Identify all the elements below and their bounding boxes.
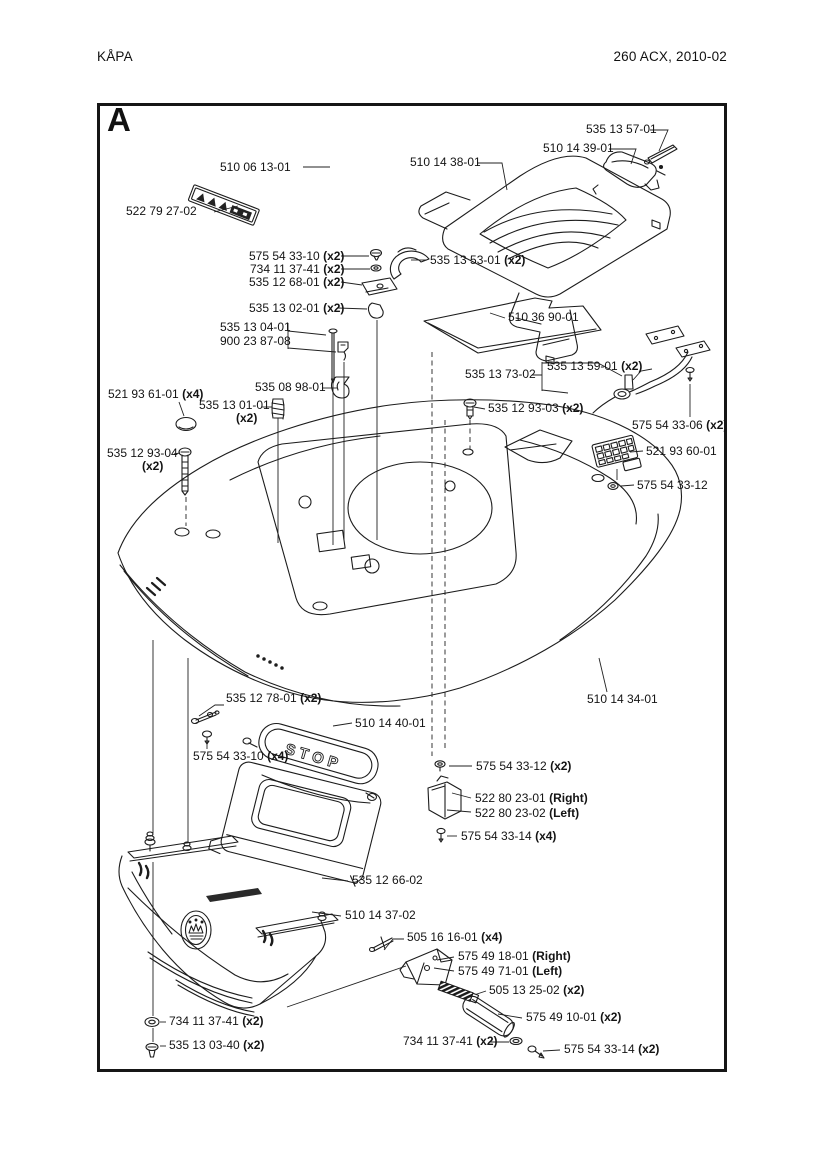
part-number: 575 54 33-12 — [637, 478, 708, 492]
part-screw-3306 — [686, 368, 694, 382]
part-number: 535 13 01-01 — [199, 398, 270, 412]
part-number: 734 11 37-41 — [403, 1034, 473, 1048]
part-quantity: (x2) — [300, 691, 322, 705]
part-washer-br — [510, 1038, 522, 1045]
part-number: 535 13 73-02 — [465, 367, 536, 381]
part-number: 575 54 33-06 — [632, 418, 703, 432]
part-cross-pin — [370, 937, 394, 952]
part-quantity: (Right) — [532, 949, 571, 963]
part-screw-3314-x2 — [528, 1046, 544, 1058]
part-top-cover — [419, 156, 670, 364]
part-hatch-cover — [208, 758, 383, 889]
leader-lines — [153, 130, 690, 1051]
part-hinge-pin-clip — [329, 329, 348, 383]
part-quantity: (x4) — [481, 930, 503, 944]
part-stop-pin — [192, 711, 220, 724]
part-screw-3312 — [608, 483, 618, 490]
part-quantity: (x2) — [562, 401, 584, 415]
part-number: 900 23 87-08 — [220, 334, 291, 348]
part-curved-clamp — [390, 248, 429, 279]
part-oval-plug — [176, 418, 196, 431]
part-number: 575 49 71-01 — [458, 964, 529, 978]
part-number: 575 54 33-12 — [476, 759, 547, 773]
part-foam-pad — [424, 298, 601, 353]
part-number: 521 93 61-01 — [108, 387, 179, 401]
part-number: 522 80 23-02 — [475, 806, 546, 820]
part-quantity: (x2) — [706, 418, 728, 432]
part-quantity: (Left) — [549, 806, 580, 820]
part-spring — [272, 399, 284, 419]
part-quantity: (x2) — [243, 1038, 265, 1052]
part-quantity: (x2) — [323, 301, 345, 315]
part-number: 510 36 90-01 — [508, 310, 579, 324]
part-number: 535 13 57-01 — [586, 122, 657, 136]
part-screw-3314-x4 — [437, 828, 445, 842]
part-screw-9303 — [464, 399, 476, 419]
part-number: 575 49 18-01 — [458, 949, 529, 963]
part-screw-9304 — [175, 448, 191, 536]
part-quantity: (x2) — [621, 359, 643, 373]
part-number: 535 12 78-01 — [226, 691, 297, 705]
part-quantity: (x2) — [476, 1034, 498, 1048]
part-quantity: (x2) — [563, 983, 585, 997]
part-number: 510 14 38-01 — [410, 155, 481, 169]
page-header-title: KÅPA — [97, 49, 133, 64]
part-number: 521 93 60-01 — [646, 444, 717, 458]
part-quantity: (x2) — [600, 1010, 622, 1024]
part-number: 510 14 34-01 — [587, 692, 658, 706]
part-latch-rod — [645, 145, 678, 175]
part-number: 505 13 25-02 — [489, 983, 560, 997]
part-front-body — [119, 832, 338, 1016]
part-quantity: (x4) — [535, 829, 557, 843]
part-hatch-handle — [593, 152, 659, 194]
part-number: 535 08 98-01 — [255, 380, 326, 394]
part-main-body — [118, 400, 682, 706]
part-corner-bracket — [428, 776, 461, 819]
part-number: 535 12 93-04 — [107, 446, 178, 460]
part-number: 535 13 04-01 — [220, 320, 291, 334]
part-number: 734 11 37-41 — [250, 262, 320, 276]
part-number: 510 14 39-01 — [543, 141, 614, 155]
part-quantity: (x2) — [236, 411, 258, 425]
part-number: 535 13 59-01 — [547, 359, 618, 373]
part-number: 522 80 23-01 — [475, 791, 546, 805]
part-number: 575 54 33-10 — [249, 249, 320, 263]
part-number: 510 06 13-01 — [220, 160, 291, 174]
part-number: 510 14 37-02 — [345, 908, 416, 922]
part-screw-0340 — [146, 1044, 158, 1058]
part-screw-3310 — [203, 731, 212, 744]
part-number: 575 49 10-01 — [526, 1010, 597, 1024]
part-quantity: (x2) — [242, 1014, 264, 1028]
part-number: 575 54 33-14 — [564, 1042, 635, 1056]
part-number: 535 12 68-01 — [249, 275, 320, 289]
part-quantity: (x2) — [323, 249, 345, 263]
part-number: 505 16 16-01 — [407, 930, 478, 944]
part-quantity: (x2) — [638, 1042, 660, 1056]
part-quantity: (x4) — [267, 749, 289, 763]
part-number: 575 54 33-14 — [461, 829, 532, 843]
part-warning-decal — [188, 185, 259, 226]
part-number: 535 13 02-01 — [249, 301, 320, 315]
part-quantity: (Right) — [549, 791, 588, 805]
part-screw-3312-x2 — [435, 761, 445, 771]
svg-text:STOP: STOP — [283, 740, 345, 774]
part-number: 535 12 66-02 — [352, 873, 423, 887]
part-quantity: (x2) — [323, 275, 345, 289]
part-number: 575 54 33-10 — [193, 749, 264, 763]
page-header-model: 260 ACX, 2010-02 — [613, 49, 727, 64]
section-letter: A — [107, 101, 131, 138]
part-quantity: (x2) — [504, 253, 526, 267]
part-number: 535 12 93-03 — [488, 401, 559, 415]
part-latch-bracket — [400, 949, 452, 985]
part-number: 734 11 37-41 — [169, 1014, 239, 1028]
part-quantity: (x4) — [182, 387, 204, 401]
part-number: 535 13 53-01 — [430, 253, 501, 267]
part-number: 535 13 03-40 — [169, 1038, 240, 1052]
part-quantity: (Left) — [532, 964, 563, 978]
part-quantity: (x2) — [323, 262, 345, 276]
part-washer-bl — [145, 1018, 159, 1027]
part-quantity: (x2) — [550, 759, 572, 773]
part-number: 510 14 40-01 — [355, 716, 426, 730]
part-number: 522 79 27-02 — [126, 204, 197, 218]
part-quantity: (x2) — [142, 459, 164, 473]
part-screw-stack — [362, 250, 397, 319]
